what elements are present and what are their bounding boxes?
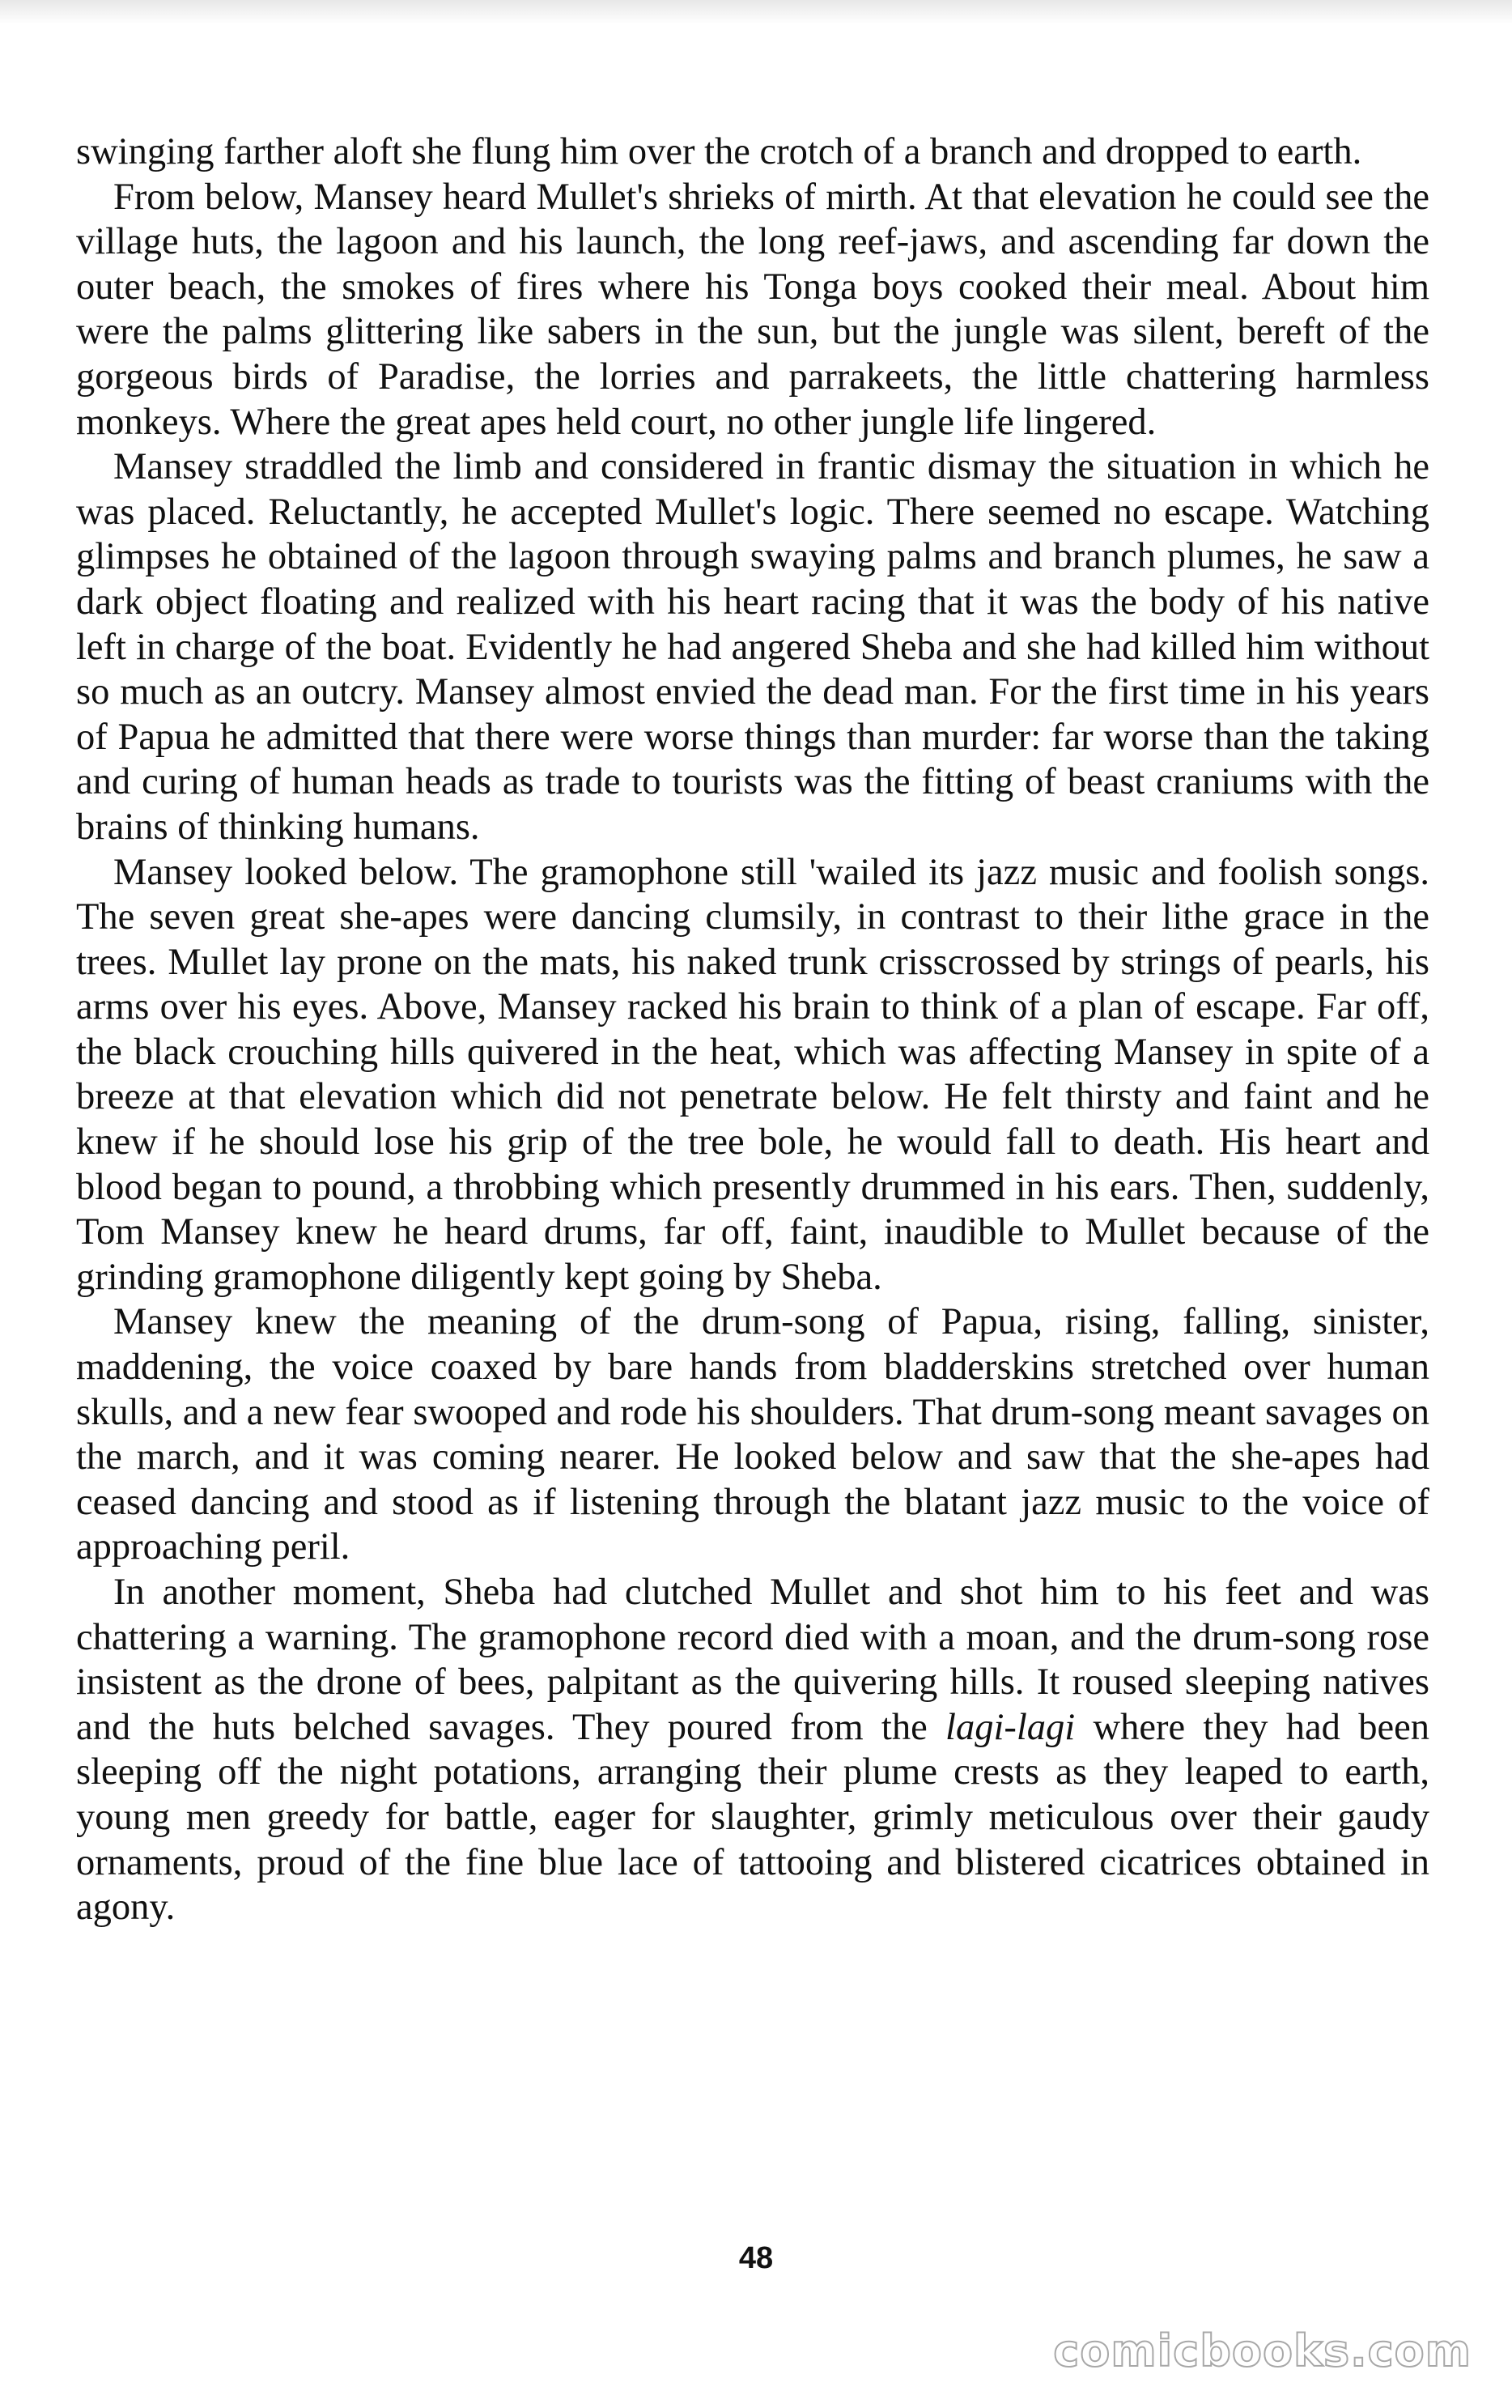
story-text [76,130,1429,2235]
paragraph: From below, Mansey heard Mullet's shrieks of mirth. At that elevation he could see the village huts, the lagoon and his launch, the long reef-jaws, and ascending far down the outer beach, the smokes of fires where his Tonga boys cooked their meal. About him were the palms glittering like sabers in the sun, but the jungle was silent, bereft of the gorgeous birds of Paradise, the lorries and parrakeets, the little chattering harmless monkeys. Where the great apes held court, no other jungle life lingered. [76,176,1429,443]
paragraph: Mansey straddled the limb and considered in frantic dismay the situation in which he was placed. Reluctantly, he accepted Mullet's logic. There seemed no escape. Watching glimpses he obtained of the lagoon through swaying palms and branch plumes, he saw a dark object floating and realized with his heart racing that it was the body of his native left in charge of the boat. Evidently he had angered Sheba and she had killed him without so much as an outcry. Mansey almost envied the dead man. For the first time in his years of Papua he admitted that there were worse things than murder: far worse than the taking and curing of human heads as trade to tourists was the fitting of beast craniums with the brains of thinking humans. [76,446,1429,848]
page-number: 48 [738,2241,774,2275]
paragraph-text: In another moment, Sheba had clutched Mullet and shot him to his feet and was chattering a warning. The gramophone record died with a moan, and the drum-song rose insistent as the drone of bees, palpitant as the quivering hills. It roused sleeping natives and the huts belched savages. They poured from the [76,1572,1429,1748]
page-top-edge [0,0,1512,24]
watermark-logo: comicbooks.com [1053,2325,1472,2376]
paragraph: swinging farther aloft she flung him over the crotch of a branch and dropped to earth. [76,131,1362,172]
italic-term: lagi-lagi [945,1706,1076,1748]
paragraph-text: where they had been sleeping off the night potations, arranging their plume crests as they leaped to earth, young men greedy for battle, eager for slaughter, grimly meticulous over their gaudy ornaments, proud of the fine blue lace of tattooing and blistered cicatrices obtained in agony. [76,1706,1429,1929]
paragraph: Mansey looked below. The gramophone still 'wailed its jazz music and foolish songs. The seven great she-apes were dancing clumsily, in contrast to their lithe grace in the trees. Mullet lay prone on the mats, his naked trunk crisscrossed by strings of pearls, his arms over his eyes. Above, Mansey racked his brain to think of a plan of escape. Far off, the black crouching hills quivered in the heat, which was affecting Mansey in spite of a breeze at that elevation which did not penetrate below. He felt thirsty and faint and he knew if he should lose his grip of the tree bole, he would fall to death. His heart and blood began to pound, a throbbing which presently drummed in his ears. Then, suddenly, Tom Mansey knew he heard drums, far off, faint, inaudible to Mullet because of the grinding gramophone diligently kept going by Sheba. [76,851,1429,1298]
paragraph-last [76,1570,1429,1930]
paragraph: Mansey knew the meaning of the drum-song of Papua, rising, falling, sinister, maddening, the voice coaxed by bare hands from bladderskins stretched over human skulls, and a new fear swooped and rode his shoulders. That drum-song meant savages on the march, and it was coming nearer. He looked below and saw that the she-apes had ceased dancing and stood as if listening through the blatant jazz music to the voice of approaching peril. [76,1301,1429,1568]
